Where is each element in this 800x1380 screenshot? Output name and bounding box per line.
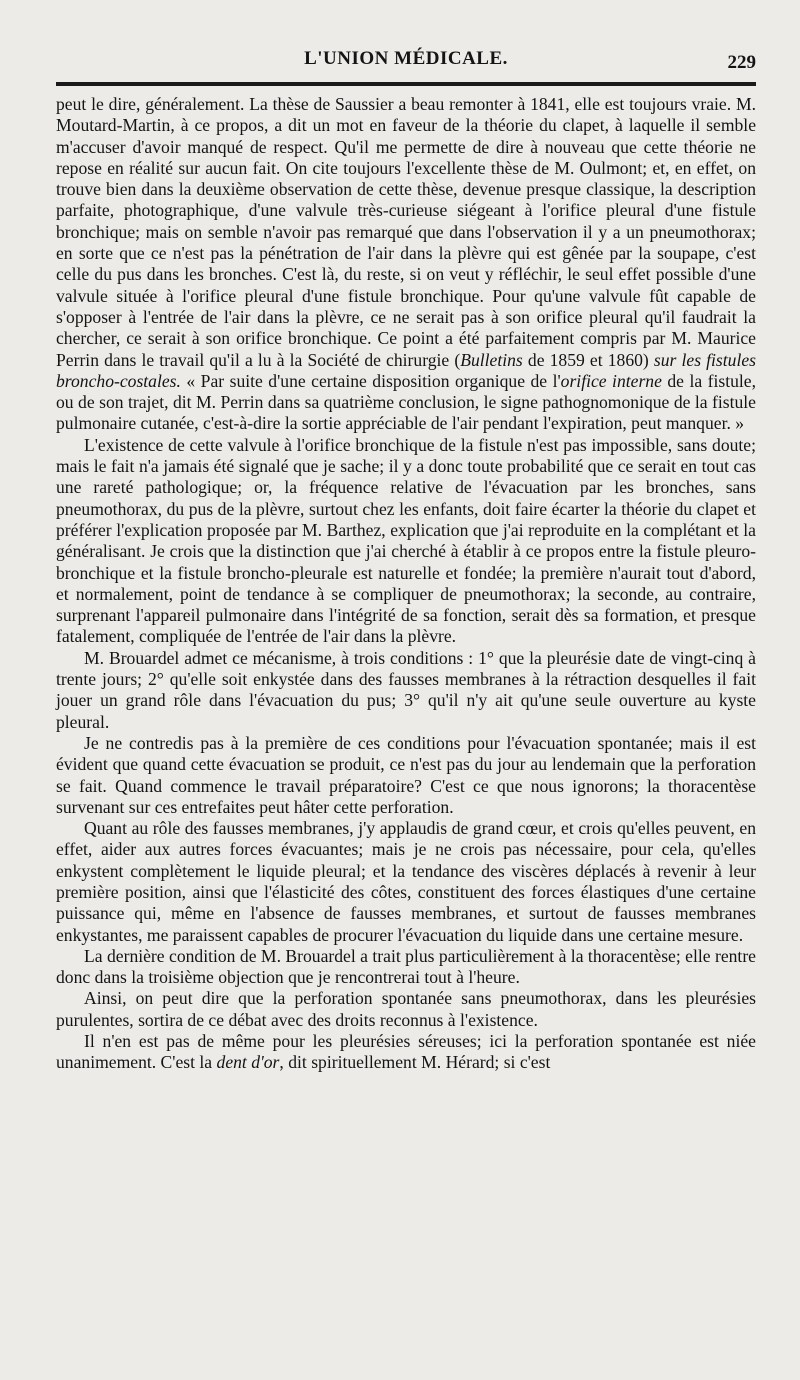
header-rule: [56, 82, 756, 86]
page-number: 229: [727, 52, 756, 73]
paragraph-1: peut le dire, généralement. La thèse de Saussier a beau remonter à 1841, elle est toujours vraie. M. Moutard-Martin, à ce propos, a dit un mot en faveur de la théorie du clapet, à laquelle il semble m'accuser d'avoir manqué de respect. Qu'il me permette de dire à nouveau que cette théorie ne repose en réalité sur aucun fait. On cite toujours l'excellente thèse de M. Oulmont; et, en effet, on trouve bien dans la deuxième observation de cette thèse, devenue presque classique, la description parfaite, photographique, d'une valvule très-curieuse siégeant à l'orifice pleural d'une fistule bronchique; mais on semble n'avoir pas remarqué que dans l'observation il y a un pneumothorax; en sorte que ce n'est pas la pénétration de l'air dans la plèvre qui est gênée par la soupape, c'est celle du pus dans les bronches. C'est là, du reste, si on veut y réfléchir, le seul effet possible d'une valvule située à l'orifice pleural d'une fistule bronchique. Pour qu'une valvule fût capable de s'opposer à l'entrée de l'air dans la plèvre, ce ne serait pas à son orifice pleural qu'il faudrait la chercher, ce serait à son orifice bronchique. Ce point a été parfaitement compris par M. Maurice Perrin dans le travail qu'il a lu à la Société de chirurgie (Bulletins de 1859 et 1860) sur les fistules broncho-costales. « Par suite d'une certaine disposition organique de l'orifice interne de la fistule, ou de son trajet, dit M. Perrin dans sa quatrième conclusion, le signe pathognomonique de la fistule pulmonaire cutanée, c'est-à-dire la sortie appréciable de l'air pendant l'expiration, peut manquer. »: [56, 94, 757, 434]
paragraph-7: Ainsi, on peut dire que la perforation spontanée sans pneumothorax, dans les pleurésies purulentes, sortira de ce débat avec des droits reconnus à l'existence.: [56, 988, 756, 1030]
paragraph-6: La dernière condition de M. Brouardel a trait plus particulièrement à la thoracentèse; elle rentre donc dans la troisième objection que je rencontrerai tout à l'heure.: [56, 945, 756, 988]
journal-title: L'UNION MÉDICALE.: [304, 48, 508, 69]
paragraph-4: Je ne contredis pas à la première de ces conditions pour l'évacuation spontanée; mais il est évident que quand cette évacuation se produit, ce n'est pas du jour au lendemain que la perforation se fait. Quand commence le travail préparatoire? C'est ce que nous ignorons; la thoracentèse survenant sur ces entrefaites peut hâter cette perforation.: [56, 732, 756, 817]
paragraph-5: Quant au rôle des fausses membranes, j'y applaudis de grand cœur, et crois qu'elles peuvent, en effet, aider aux autres forces évacuantes; mais je ne crois pas nécessaire, pour cela, qu'elles enkystent complètement le liquide pleural; et la tendance des viscères déplacés à revenir à leur première position, ainsi que l'élasticité des côtes, constituent des forces élastiques d'une certaine puissance qui, même en l'absence de fausses membranes, et surtout de fausses membranes enkystantes, me paraissent capables de procurer l'évacuation du liquide dans une certaine mesure.: [56, 818, 756, 945]
paragraph-2: L'existence de cette valvule à l'orifice bronchique de la fistule n'est pas impossible, sans doute; mais le fait n'a jamais été signalé que je sache; il y a donc toute probabilité que ce serait en tout cas une rareté pathologique; or, la fréquence relative de l'évacuation par les bronches, sans pneumothorax, du pus de la plèvre, surtout chez les enfants, doit faire écarter la théorie du clapet et préférer l'explication proposée par M. Barthez, explication que j'ai reproduite en la complétant et la généralisant. Je crois que la distinction que j'ai cherché à établir à ce propos entre la fistule pleuro-bronchique et la fistule broncho-pleurale est naturelle et fondée; la première n'aurait tout d'abord, et normalement, point de tendance à se compliquer de pneumothorax; la seconde, au contraire, surprenant l'appareil pulmonaire dans l'intégrité de sa fonction, serait dès sa formation, et presque fatalement, compliquée de l'entrée de l'air dans la plèvre.: [56, 434, 756, 647]
page-header: [56, 0, 756, 72]
paragraph-8: Il n'en est pas de même pour les pleurésies séreuses; ici la perforation spontanée est niée unanimement. C'est la dent d'or, dit spirituellement M. Hérard; si c'est: [56, 1031, 756, 1073]
body-text: [56, 94, 756, 1074]
paragraph-3: M. Brouardel admet ce mécanisme, à trois conditions : 1° que la pleurésie date de vingt-cinq à trente jours; 2° qu'elle soit enkystée dans des fausses membranes à la rétraction desquelles il fait jouer un grand rôle dans l'évacuation du pus; 3° qu'il n'y ait qu'une seule ouverture au kyste pleural.: [56, 647, 756, 732]
